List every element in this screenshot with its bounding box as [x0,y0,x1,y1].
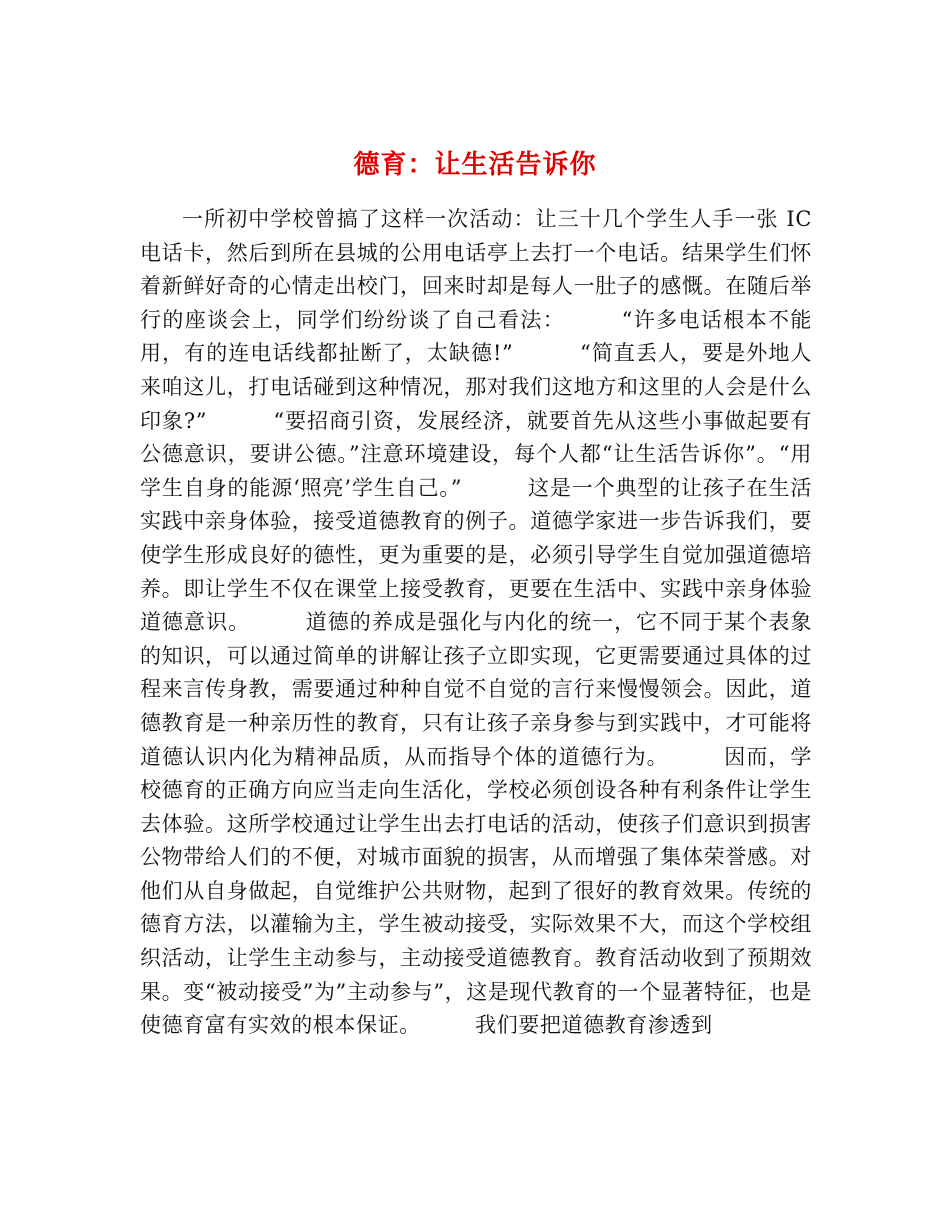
document-title: 德育：让生活告诉你 [353,150,597,181]
document-body-paragraph: 一所初中学校曾搞了这样一次活动：让三十几个学生人手一张 IC 电话卡，然后到所在县城的公用电话亭上去打一个电话。结果学生们怀着新鲜好奇的心情走出校门，回来时却是每人一肚子的感慨。在随后举行的座谈会上，同学们纷纷谈了自己看法： “许多电话根本不能用，有的连电话线都扯断了，太缺德!” “简直丢人，要是外地人来咱这儿，打电话碰到这种情况，那对我们这地方和这里的人会是什么印象?” “要招商引资，发展经济，就要首先从这些小事做起要有公德意识，要讲公德。”注意环境建设，每个人都“让生活告诉你”。“用学生自身的能源‘照亮’学生自己。” 这是一个典型的让孩子在生活实践中亲身体验，接受道德教育的例子。道德学家进一步告诉我们，要使学生形成良好的德性，更为重要的是，必须引导学生自觉加强道德培养。即让学生不仅在课堂上接受教育，更要在生活中、实践中亲身体验道德意识。 道德的养成是强化与内化的统一，它不同于某个表象的知识，可以通过简单的讲解让孩子立即实现，它更需要通过具体的过程来言传身教，需要通过种种自觉不自觉的言行来慢慢领会。因此，道德教育是一种亲历性的教育，只有让孩子亲身参与到实践中，才可能将道德认识内化为精神品质，从而指导个体的道德行为。 因而，学校德育的正确方向应当走向生活化，学校必须创设各种有利条件让学生去体验。这所学校通过让学生出去打电话的活动，使孩子们意识到损害公物带给人们的不便，对城市面貌的损害，从而增强了集体荣誉感。对他们从自身做起，自觉维护公共财物，起到了很好的教育效果。传统的德育方法，以灌输为主，学生被动接受，实际效果不大，而这个学校组织活动，让学生主动参与，主动接受道德教育。教育活动收到了预期效果。变“被动接受”为”主动参与”，这是现代教育的一个显著特征，也是使德育富有实效的根本保证。 我们要把道德教育渗透到 [140,207,812,1038]
